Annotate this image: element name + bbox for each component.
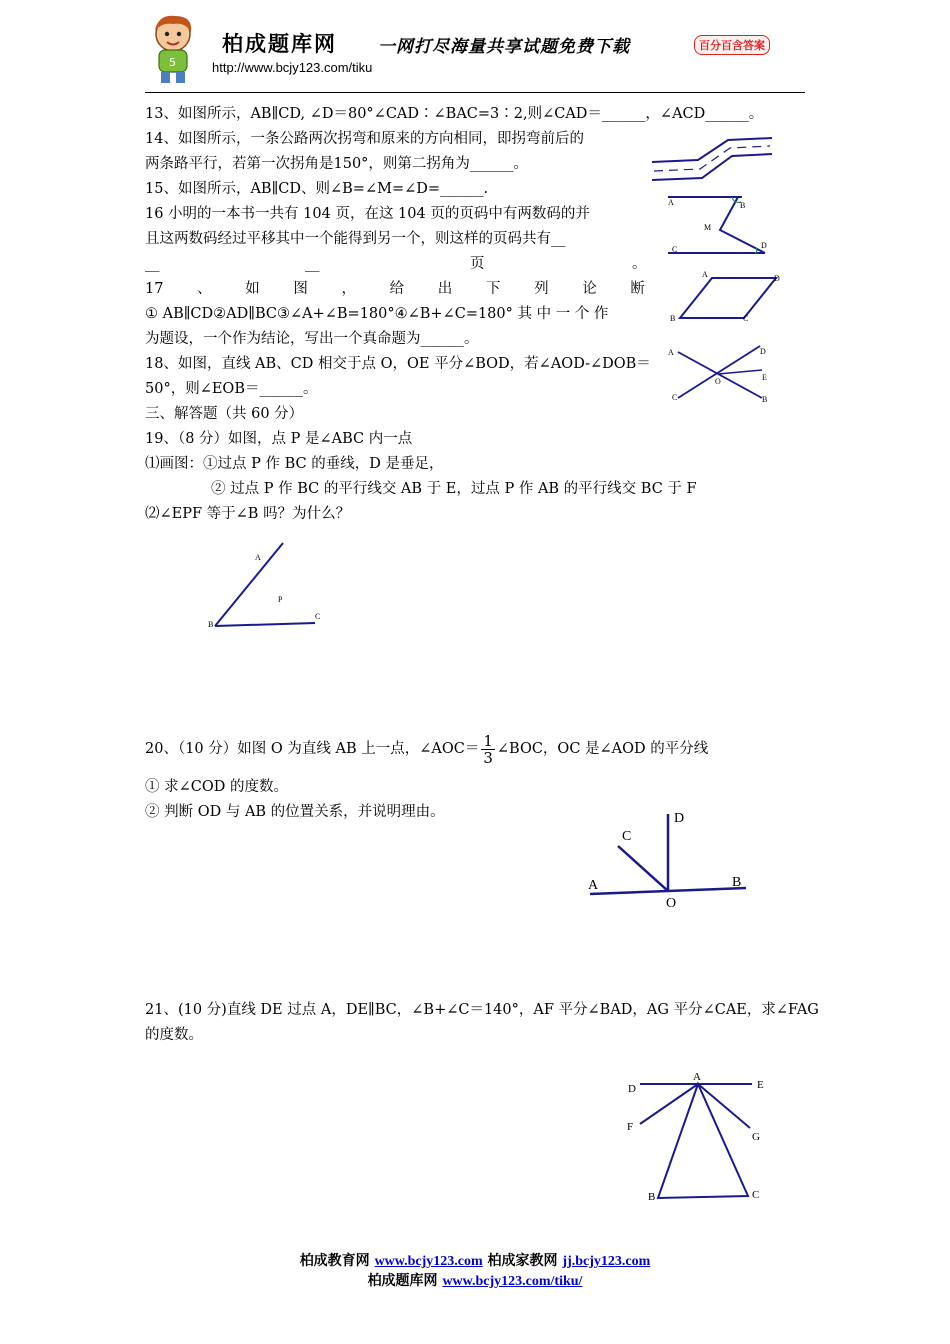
header-divider: [145, 92, 805, 93]
word: 、: [197, 281, 212, 297]
question-17-line3: 为题设，一个作为结论，写出一个真命题为______。: [145, 331, 479, 347]
question-18-line1: 18、如图，直线 AB、CD 相交于点 O，OE 平分∠BOD，若∠AOD-∠DOB＝: [145, 356, 651, 372]
page-word: 页: [470, 256, 485, 272]
word: 断: [630, 281, 645, 297]
question-21-line2: 的度数。: [145, 1027, 203, 1043]
figure-18: [664, 338, 779, 408]
footer-link-tutor[interactable]: jj.bcjy123.com: [562, 1254, 651, 1269]
footer-text-tutor: 柏成家教网: [487, 1253, 558, 1269]
figure-17: [664, 266, 784, 326]
label-P: P: [278, 595, 283, 604]
label-E: E: [757, 1079, 764, 1091]
question-20-sub2: ② 判断 OD 与 AB 的位置关系，并说明理由。: [145, 804, 445, 820]
fraction-numerator: 1: [483, 731, 493, 750]
footer-link-edu[interactable]: www.bcjy123.com: [374, 1254, 483, 1269]
footer-line-2: [0, 1270, 950, 1290]
label-D: D: [761, 241, 767, 250]
fraction-denominator: 3: [483, 748, 493, 767]
question-16-line1: 16 小明的一本书一共有 104 页，在这 104 页的页码中有两数码的并: [145, 206, 590, 222]
footer-line-1: [0, 1250, 950, 1270]
question-14-line1: 14、如图所示，一条公路两次拐弯和原来的方向相同，即拐弯前后的: [145, 131, 584, 147]
label-C: C: [315, 612, 321, 621]
word: 下: [485, 281, 501, 297]
label-B: B: [762, 395, 768, 404]
label-A: A: [702, 270, 708, 279]
footer-text-edu: 柏成教育网: [299, 1253, 370, 1269]
word: 论: [582, 281, 597, 297]
label-G: G: [752, 1131, 760, 1143]
label-C: C: [743, 314, 749, 323]
fraction-one-third: [481, 733, 495, 766]
header-url[interactable]: http://www.bcjy123.com/tiku: [212, 60, 373, 75]
word: 如: [245, 281, 260, 297]
label-B: B: [732, 875, 742, 890]
label-A: A: [693, 1071, 701, 1083]
svg-text:5: 5: [169, 56, 176, 69]
question-17-line2: ① AB∥CD②AD∥BC③∠A+∠B=180°④∠B+∠C=180° 其 中 一 个 作: [145, 306, 609, 322]
label-A: A: [588, 878, 599, 893]
label-O: O: [666, 896, 677, 911]
question-20-sub1: ① 求∠COD 的度数。: [145, 779, 288, 795]
question-13: 13、如图所示，AB∥CD, ∠D＝80°∠CAD∶∠BAC=3∶2,则∠CAD＝______，∠ACD______。: [145, 106, 764, 122]
label-D: D: [774, 274, 780, 283]
label-B: B: [208, 620, 214, 629]
label-A: A: [255, 553, 261, 562]
q20-prefix: 20、（10 分）如图 O 为直线 AB 上一点，∠AOC＝: [145, 741, 480, 757]
label-D: D: [760, 347, 766, 356]
site-name: 柏成题库网: [222, 31, 337, 56]
q20-suffix: ∠BOC，OC 是∠AOD 的平分线: [496, 741, 709, 757]
figure-14-road: [650, 130, 775, 190]
word: 给: [389, 281, 405, 297]
figure-21: [622, 1066, 772, 1208]
header-mascot: [145, 12, 205, 84]
word: 17: [145, 281, 164, 297]
label-B: B: [740, 201, 746, 210]
word: 图: [293, 281, 308, 297]
label-D: D: [674, 811, 685, 826]
label-A: A: [668, 198, 674, 207]
label-E: E: [762, 373, 767, 382]
question-15: 15、如图所示，AB∥CD、则∠B=∠M=∠D=______.: [145, 181, 489, 197]
footer-text-tiku: 柏成题库网: [367, 1273, 438, 1289]
question-17-line1: [145, 279, 645, 299]
question-19-title: 19、（8 分）如图，点 P 是∠ABC 内一点: [145, 431, 413, 447]
question-19-sub2: ⑵∠EPF 等于∠B 吗？为什么？: [145, 506, 351, 522]
section-3-heading: 三、解答题（共 60 分）: [145, 406, 304, 422]
question-19-sub1b: ② 过点 P 作 BC 的平行线交 AB 于 E，过点 P 作 AB 的平行线交 BC 于 F: [211, 481, 697, 497]
label-O: O: [715, 377, 721, 386]
period: 。: [632, 256, 647, 272]
question-20: [145, 728, 708, 770]
figure-19: [205, 540, 335, 635]
blank-part: __: [305, 256, 320, 272]
word: ，: [341, 281, 357, 297]
label-B: B: [670, 314, 676, 323]
label-F: F: [627, 1121, 634, 1133]
blank-part: __: [145, 256, 160, 272]
label-B: B: [648, 1191, 656, 1203]
label-C: C: [752, 1189, 760, 1201]
label-C: C: [622, 829, 632, 844]
figure-20: [582, 806, 757, 911]
footer-link-tiku[interactable]: www.bcjy123.com/tiku/: [442, 1274, 583, 1289]
question-18-line2: 50°，则∠EOB＝______。: [145, 381, 318, 397]
word: 列: [534, 281, 549, 297]
question-21-line1: 21、(10 分)直线 DE 过点 A，DE∥BC，∠B+∠C＝140°，AF 平分∠BAD，AG 平分∠CAE，求∠FAG: [145, 1002, 819, 1018]
label-M: M: [704, 223, 712, 232]
site-slogan: 一网打尽海量共享试题免费下载: [378, 37, 630, 57]
figure-15: [660, 190, 775, 260]
word: 出: [437, 281, 453, 297]
label-C: C: [672, 393, 678, 402]
question-14-line2: 两条路平行，若第一次拐角是150°，则第二拐角为______。: [145, 156, 528, 172]
question-16-line2: 且这两数码经过平移其中一个能得到另一个，则这样的页码共有__: [145, 231, 566, 247]
answer-badge: 百分百含答案: [694, 35, 770, 55]
question-19-sub1: ⑴画图：①过点 P 作 BC 的垂线，D 是垂足，: [145, 456, 444, 472]
label-D: D: [628, 1083, 636, 1095]
label-C: C: [672, 245, 678, 254]
label-A: A: [668, 348, 674, 357]
